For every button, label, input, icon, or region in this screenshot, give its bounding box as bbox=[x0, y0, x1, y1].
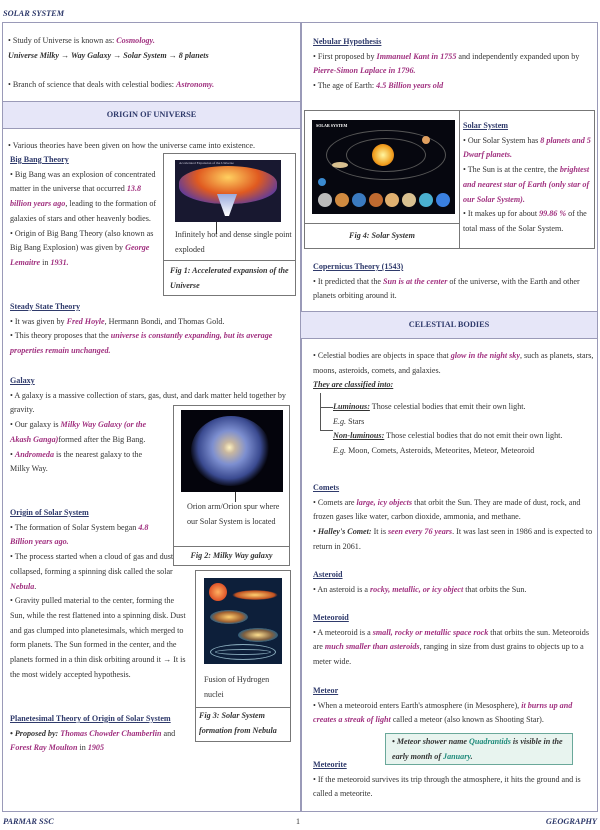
steady-state-para-2 bbox=[10, 329, 295, 358]
footer-left: PARMAR SSC bbox=[3, 817, 54, 826]
text-run: • Our Solar System has bbox=[463, 135, 541, 145]
fig2-note: Orion arm/Orion spur where our Solar System is located bbox=[187, 502, 280, 526]
text-run: • The age of Earth: bbox=[313, 81, 377, 91]
fig3-note: Fusion of Hydrogen nuclei bbox=[204, 675, 270, 699]
non-luminous-item bbox=[333, 429, 595, 444]
text-run: . bbox=[34, 581, 37, 591]
text-run: • Origin of Big Bang Theory (also known as Big Bang Explosion) was given by bbox=[10, 228, 154, 253]
text-run: • Proposed by: bbox=[10, 728, 61, 738]
text-run: • bbox=[313, 527, 318, 537]
text-run: and bbox=[161, 728, 176, 738]
highlighted-text: 4.8 Billion years ago. bbox=[10, 522, 149, 547]
text-run: • It predicted that the bbox=[313, 276, 384, 286]
text-run: • Various theories have been given on how the universe came into existence. bbox=[8, 141, 255, 150]
copernicus-heading: Copernicus Theory (1543) bbox=[313, 262, 404, 271]
intro-astronomy bbox=[8, 78, 296, 93]
highlighted-text: small, rocky or metallic space rock bbox=[372, 627, 489, 637]
accelerated-expansion-image bbox=[175, 160, 281, 222]
asteroid-section bbox=[313, 568, 595, 597]
text-run: • First proposed by bbox=[313, 51, 377, 61]
galaxy-para-2 bbox=[10, 418, 162, 447]
table-divider bbox=[459, 111, 460, 248]
luminous-example bbox=[333, 415, 595, 430]
solar-para-1 bbox=[463, 134, 593, 163]
text-run: , ranging in size from dust grains to objects up to a meter wide. bbox=[313, 642, 584, 667]
highlighted-text: George Lemaitre bbox=[10, 243, 150, 267]
document-header: SOLAR SYSTEM bbox=[3, 9, 65, 18]
text-run: in bbox=[77, 743, 88, 753]
text-run: , such as planets, stars, moons, asteroids, comets, and galaxies. bbox=[313, 351, 594, 375]
fig3-box bbox=[195, 570, 291, 742]
highlighted-text: Astronomy. bbox=[176, 80, 215, 90]
nebular-para-2 bbox=[313, 79, 593, 94]
nebular-heading: Nebular Hypothesis bbox=[313, 37, 382, 46]
text-run: , leading to the formation of galaxies of stars and other heavenly bodies. bbox=[10, 199, 157, 223]
highlighted-text: 1931. bbox=[50, 257, 69, 267]
classification-tree bbox=[320, 393, 321, 430]
classified-label bbox=[313, 378, 595, 393]
non-luminous-example bbox=[333, 444, 595, 459]
highlighted-text: brightest and nearest star of Earth (only star of our Solar System). bbox=[463, 165, 590, 204]
tree-branch bbox=[320, 407, 333, 408]
text-run: is the nearest galaxy to the Milky Way. bbox=[10, 449, 143, 474]
text-run: • bbox=[10, 449, 15, 459]
steady-state-heading: Steady State Theory bbox=[10, 302, 80, 311]
asteroid-heading: Asteroid bbox=[313, 570, 343, 579]
meteor-section bbox=[313, 684, 595, 728]
meteor-heading: Meteor bbox=[313, 686, 339, 695]
text-run: • Our galaxy is bbox=[10, 420, 61, 430]
comets-heading: Comets bbox=[313, 483, 340, 492]
highlighted-text: 13.8 billion years ago bbox=[10, 184, 142, 209]
text-run: E.g. bbox=[333, 416, 347, 426]
nebular-section bbox=[313, 35, 593, 94]
text-run: • Gravity pulled material to the center, forming the Sun, while the rest flattened into a spinning disk. Dust and gas clumped into planetesimals, which merged to form planets. The Sun formed in the center, and the planets formed in a thin disk orbiting around it → It is the most widely accepted hypothesis. bbox=[10, 596, 186, 679]
page-number: 1 bbox=[296, 817, 300, 826]
milky-way-image bbox=[181, 410, 283, 492]
text-run: in bbox=[40, 257, 51, 267]
fig2-caption: Fig 2: Milky Way galaxy bbox=[174, 546, 289, 566]
fig2-box bbox=[173, 405, 290, 566]
text-run: Luminous: bbox=[333, 402, 370, 411]
text-run: Non-luminous: bbox=[333, 431, 385, 441]
text-run: • It makes up for about bbox=[463, 209, 540, 219]
highlighted-text: universe is constantly expanding, but its average properties remain unchanged. bbox=[10, 331, 273, 356]
highlighted-text: large, icy objects bbox=[356, 497, 413, 507]
meteor-para bbox=[313, 699, 595, 728]
text-run: , Hermann Bondi, and Thomas Gold. bbox=[104, 316, 225, 326]
big-bang-heading: Big Bang Theory bbox=[10, 155, 69, 164]
highlighted-text: Cosmology. bbox=[116, 36, 155, 45]
steady-state-section bbox=[10, 300, 295, 359]
fig1-box bbox=[163, 153, 296, 296]
fig1-image-title: Accelerated Expansion of the Universe bbox=[179, 161, 234, 165]
celestial-para bbox=[313, 349, 595, 378]
planetesimal-para bbox=[10, 727, 195, 756]
text-run: Stars bbox=[346, 416, 365, 426]
asteroid-para bbox=[313, 583, 595, 598]
text-run: . It was last seen in 1986 and is expected to return in 2061. bbox=[313, 527, 593, 551]
fig1-note: Infinitely hot and dense single point exploded bbox=[175, 230, 292, 254]
solar-system-section bbox=[463, 119, 593, 237]
text-run: E.g. bbox=[333, 446, 347, 456]
copernicus-para bbox=[313, 275, 593, 304]
text-run: • This theory proposes that the bbox=[10, 331, 111, 341]
solar-system-heading: Solar System bbox=[463, 121, 509, 130]
origin-para-3 bbox=[10, 594, 190, 682]
nebular-para-1 bbox=[313, 50, 593, 79]
fig4-image-title: SOLAR SYSTEM bbox=[316, 123, 348, 128]
text-run: It is bbox=[371, 527, 389, 537]
origin-of-universe-band: ORIGIN OF UNIVERSE bbox=[3, 101, 300, 129]
text-run: • A galaxy is a massive collection of stars, gas, dust, and dark matter held together by gravity. bbox=[10, 390, 286, 415]
highlighted-text: Fred Hoyle bbox=[66, 316, 105, 326]
text-run: Universe Milky → Way Galaxy → Solar System → 8 planets bbox=[8, 50, 209, 60]
tree-branch bbox=[320, 430, 333, 431]
text-run: Those celestial bodies that emit their own light. bbox=[369, 402, 526, 411]
highlighted-text: Forest Ray Moulton bbox=[10, 743, 78, 753]
text-run: . bbox=[470, 751, 473, 761]
solar-system-image bbox=[312, 120, 455, 214]
fig1-caption: Fig 1: Accelerated expansion of the Universe bbox=[164, 260, 295, 296]
meteorite-heading: Meteorite bbox=[313, 760, 347, 769]
highlighted-text: it burns up and creates a streak of light bbox=[313, 700, 573, 725]
comets-para-2 bbox=[313, 525, 595, 554]
text-run: Halley's Comet: bbox=[317, 527, 372, 537]
origin-para-2 bbox=[10, 550, 175, 594]
text-run: • It was given by bbox=[10, 316, 67, 326]
origin-solar-system-section bbox=[10, 506, 190, 682]
text-run: • Comets are bbox=[313, 497, 357, 507]
text-run: and independently expanded upon by bbox=[456, 51, 580, 61]
copernicus-section bbox=[313, 260, 593, 304]
text-run: • When a meteoroid enters Earth's atmosphere (in Mesosphere), bbox=[313, 700, 522, 710]
celestial-section bbox=[313, 349, 595, 393]
highlighted-text: much smaller than asteroids bbox=[324, 642, 420, 652]
highlighted-text: rocky, metallic, or icy object bbox=[370, 584, 464, 594]
solar-para-3 bbox=[463, 207, 593, 236]
origin-solar-system-heading: Origin of Solar System bbox=[10, 508, 89, 517]
meteoroid-section bbox=[313, 611, 595, 670]
solar-para-2 bbox=[463, 163, 593, 207]
text-run: • An asteroid is a bbox=[313, 584, 371, 594]
highlighted-text: 99.86 % bbox=[539, 209, 567, 219]
text-run: Moon, Comets, Asteroids, Meteorites, Meteor, Meteoroid bbox=[346, 446, 535, 456]
planetesimal-heading: Planetesimal Theory of Origin of Solar System bbox=[10, 714, 171, 723]
text-run: • Study of Universe is known as: bbox=[8, 36, 117, 45]
meteoroid-heading: Meteoroid bbox=[313, 613, 349, 622]
steady-state-para-1 bbox=[10, 315, 295, 330]
highlighted-text: 8 planets and 5 Dwarf planets. bbox=[463, 135, 591, 160]
highlighted-text: Sun is at the center bbox=[383, 276, 448, 286]
highlighted-text: Nebula bbox=[10, 581, 35, 591]
text-run: • Meteor shower name bbox=[392, 737, 470, 746]
text-run: of the universe, with the Earth and other planets orbiting around it. bbox=[313, 276, 580, 301]
text-run: • If the meteoroid survives its trip through the atmosphere, it hits the ground and is called a meteorite. bbox=[313, 774, 581, 799]
meteorite-section bbox=[313, 758, 595, 802]
nebula-formation-image bbox=[204, 578, 282, 664]
text-run: • The process started when a cloud of gas and dust collapsed, forming a spinning disk called the solar bbox=[10, 552, 174, 576]
text-run: • Celestial bodies are objects in space that bbox=[313, 351, 451, 360]
text-run: that orbit the Sun. They are made of dust, rock, and frozen gases like water, carbon dioxide, ammonia, and methane. bbox=[313, 497, 581, 522]
text-run: January bbox=[443, 751, 471, 761]
text-run: • The Sun is at the centre, the bbox=[463, 165, 560, 175]
big-bang-section bbox=[10, 153, 160, 271]
intro-cosmology bbox=[8, 34, 296, 49]
big-bang-origin-para bbox=[10, 227, 160, 271]
highlighted-text: 4.5 Billion years old bbox=[376, 81, 444, 91]
luminous-item bbox=[333, 400, 595, 415]
comets-section bbox=[313, 481, 595, 555]
meteorite-para bbox=[313, 773, 595, 802]
highlighted-text: glow in the night sky bbox=[450, 351, 520, 360]
text-run: that orbits the Sun. bbox=[463, 584, 527, 594]
big-bang-para bbox=[10, 168, 160, 227]
highlighted-text: Andromeda bbox=[14, 449, 54, 459]
fig4-table bbox=[304, 110, 595, 249]
origin-para-1 bbox=[10, 521, 165, 550]
highlighted-text: Immanuel Kant in 1755 bbox=[376, 51, 457, 61]
galaxy-para-3 bbox=[10, 448, 162, 477]
highlighted-text: Milky Way Galaxy (or the Akash Ganga) bbox=[10, 420, 147, 444]
text-run: • A meteoroid is a bbox=[313, 627, 373, 637]
meteoroid-para bbox=[313, 626, 595, 670]
intro-section bbox=[8, 34, 296, 93]
fig3-caption: Fig 3: Solar System formation from Nebula bbox=[196, 707, 290, 743]
comets-para-1 bbox=[313, 496, 595, 525]
text-run: They are classified into: bbox=[313, 380, 394, 390]
text-run: Those celestial bodies that do not emit their own light. bbox=[384, 431, 563, 441]
highlighted-text: seen every 76 years bbox=[388, 527, 453, 537]
galaxy-heading: Galaxy bbox=[10, 376, 35, 385]
intro-hierarchy bbox=[8, 49, 296, 64]
text-run: • The formation of Solar System began bbox=[10, 522, 139, 532]
text-run: called a meteor (also known as Shooting Star). bbox=[390, 715, 544, 725]
highlighted-text: Pierre-Simon Laplace in 1796. bbox=[313, 66, 416, 76]
footer-right: GEOGRAPHY bbox=[545, 817, 597, 826]
text-run: is visible in the early month of bbox=[392, 737, 563, 761]
classification-list bbox=[333, 400, 595, 459]
theories-intro bbox=[8, 139, 298, 154]
text-run: Quadrantids bbox=[469, 737, 511, 746]
column-divider bbox=[300, 22, 302, 812]
text-run: that orbits the sun. Meteoroids are bbox=[313, 627, 589, 652]
text-run: of the total mass of the Solar System. bbox=[463, 209, 587, 233]
highlighted-text: 1905 bbox=[87, 743, 104, 753]
celestial-bodies-band: CELESTIAL BODIES bbox=[301, 311, 597, 339]
planetesimal-section bbox=[10, 712, 195, 756]
text-run: • Big Bang was an explosion of concentrated matter in the universe that occurred bbox=[10, 169, 156, 194]
text-run: formed after the Big Bang. bbox=[58, 434, 146, 444]
highlighted-text: Thomas Chowder Chamberlin bbox=[60, 728, 162, 738]
text-run: • Branch of science that deals with celestial bodies: bbox=[8, 80, 177, 90]
fig4-caption: Fig 4: Solar System bbox=[305, 223, 459, 248]
